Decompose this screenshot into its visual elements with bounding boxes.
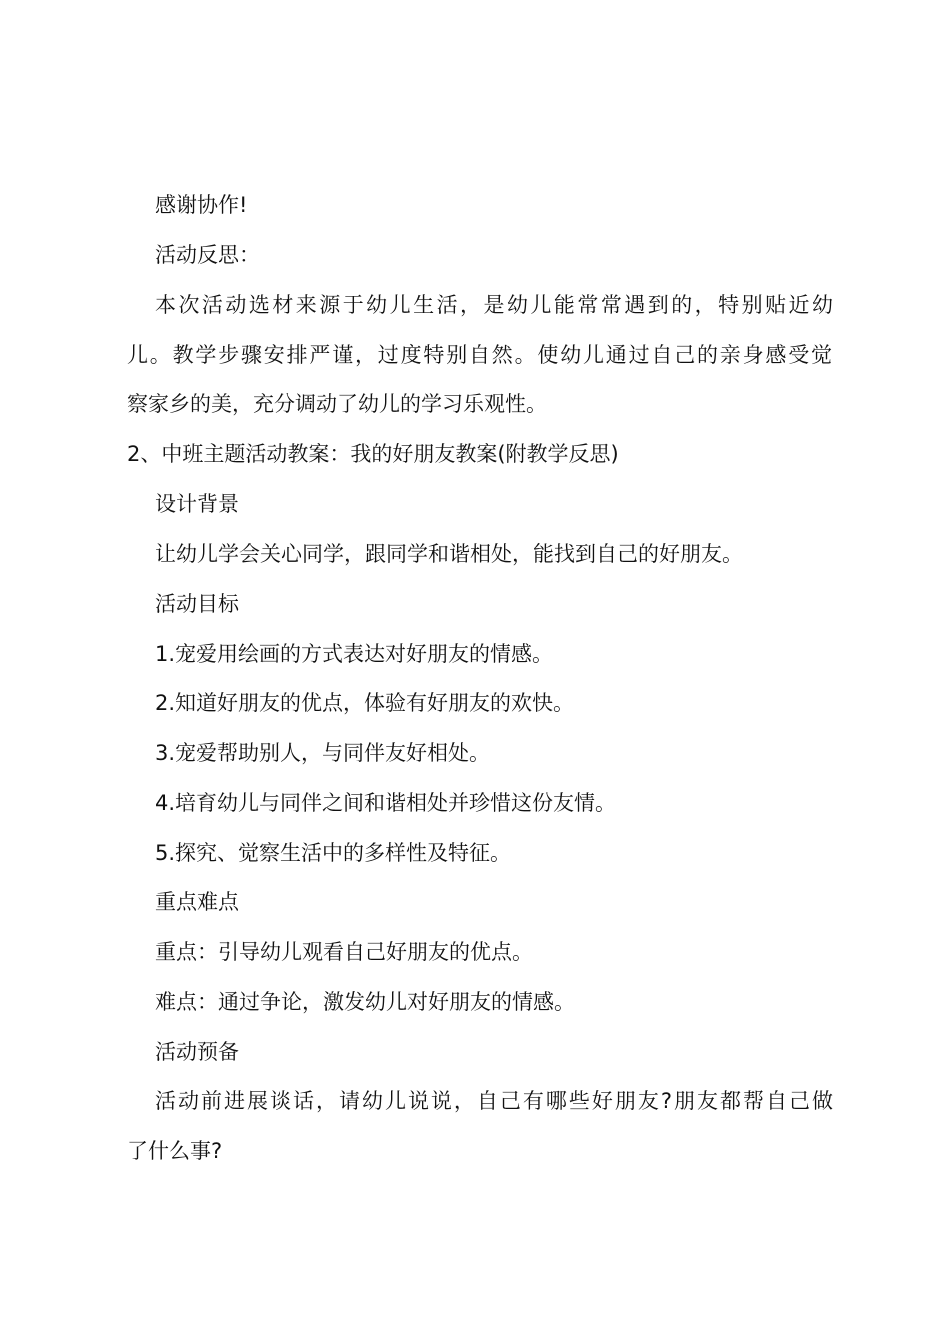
goal-item: 4.培育幼儿与同伴之间和谐相处并珍惜这份友情。 — [155, 791, 617, 815]
reflection-line-2: 儿。教学步骤安排严谨，过度特别自然。使幼儿通过自己的亲身感受觉 — [127, 343, 832, 367]
section-heading-preparation: 活动预备 — [155, 1040, 239, 1064]
preparation-line-1: 活动前进展谈话，请幼儿说说，自己有哪些好朋友?朋友都帮自己做 — [155, 1089, 833, 1113]
section-heading-background: 设计背景 — [155, 492, 239, 516]
reflection-line-1: 本次活动选材来源于幼儿生活，是幼儿能常常遇到的，特别贴近幼 — [155, 293, 833, 317]
reflection-line-3: 察家乡的美，充分调动了幼儿的学习乐观性。 — [127, 392, 547, 416]
goal-item: 5.探究、觉察生活中的多样性及特征。 — [155, 841, 512, 865]
lesson-title: 2、中班主题活动教案：我的好朋友教案(附教学反思) — [127, 442, 619, 466]
section-heading-goals: 活动目标 — [155, 592, 239, 616]
preparation-line-2: 了什么事? — [127, 1139, 223, 1163]
goal-item: 3.宠爱帮助别人，与同伴友好相处。 — [155, 741, 491, 765]
goal-item: 2.知道好朋友的优点，体验有好朋友的欢快。 — [155, 691, 575, 715]
section-heading-reflection: 活动反思： — [155, 243, 260, 267]
difficult-point: 难点：通过争论，激发幼儿对好朋友的情感。 — [155, 990, 575, 1014]
section-heading-key-points: 重点难点 — [155, 890, 239, 914]
background-text: 让幼儿学会关心同学，跟同学和谐相处，能找到自己的好朋友。 — [155, 542, 743, 566]
closing-thanks: 感谢协作! — [155, 193, 248, 217]
goal-item: 1.宠爱用绘画的方式表达对好朋友的情感。 — [155, 642, 554, 666]
key-point: 重点：引导幼儿观看自己好朋友的优点。 — [155, 940, 533, 964]
